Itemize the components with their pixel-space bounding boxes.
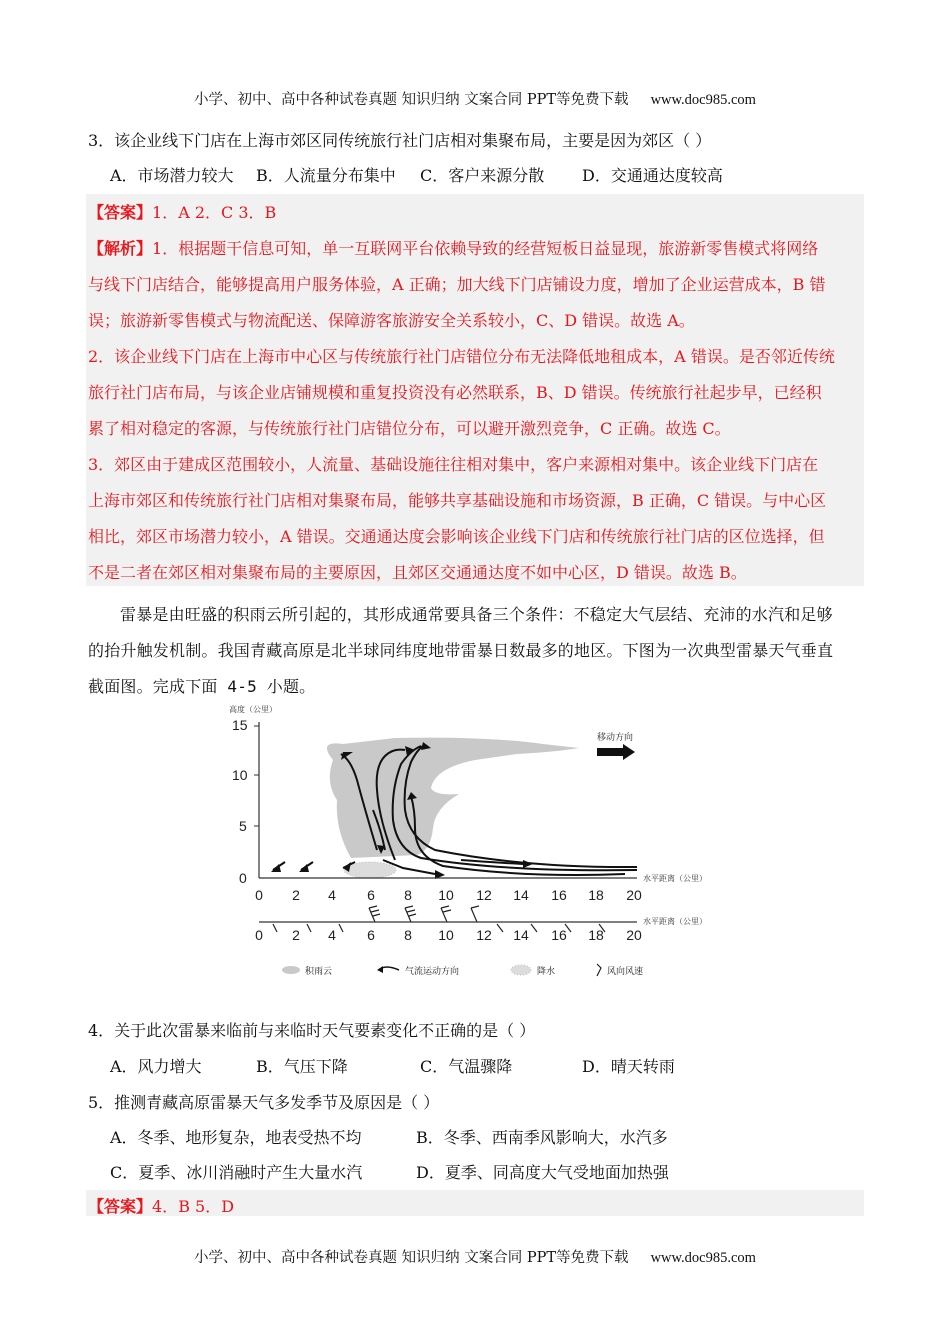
svg-text:16: 16 — [551, 927, 567, 943]
x-axis-label-upper: 水平距离（公里） — [643, 874, 707, 883]
svg-text:6: 6 — [367, 927, 375, 943]
q4-option-d: D．晴天转雨 — [582, 1057, 675, 1076]
header-url[interactable]: www.doc985.com — [650, 92, 756, 108]
answer-line-2 — [88, 1194, 234, 1217]
q4-option-a: A．风力增大 — [110, 1057, 202, 1076]
figure-legend — [282, 964, 643, 976]
cumulonimbus-cloud — [327, 738, 579, 858]
passage-line-1: 雷暴是由旺盛的积雨云所引起的，其形成通常要具备三个条件：不稳定大气层结、充沛的水汽和足够 — [120, 605, 833, 624]
answer-text-2: 4．B 5．D — [152, 1197, 235, 1216]
answer-text: 1．A 2．C 3．B — [152, 203, 277, 222]
thunderstorm-cross-section-figure — [225, 700, 707, 990]
svg-text:4: 4 — [328, 927, 336, 943]
x-ticks-upper — [255, 887, 642, 903]
q3-option-c: C．客户来源分散 — [420, 166, 545, 185]
movement-direction-label: 移动方向 — [597, 732, 634, 742]
legend-rain-label: 降水 — [537, 966, 556, 976]
svg-text:20: 20 — [626, 927, 642, 943]
q5-option-a: A．冬季、地形复杂，地表受热不均 — [110, 1128, 362, 1147]
q5-option-d: D．夏季、同高度大气受地面加热强 — [416, 1163, 669, 1182]
q3-option-d: D．交通通达度较高 — [582, 166, 723, 185]
legend-cloud-swatch — [282, 966, 300, 974]
q3-option-a: A．市场潜力较大 — [110, 166, 234, 185]
y-tick-0: 0 — [239, 870, 247, 886]
legend-wind-icon — [597, 964, 601, 976]
svg-text:16: 16 — [551, 887, 567, 903]
passage-line-2: 的抬升触发机制。我国青藏高原是北半球同纬度地带雷暴日数最多的地区。下图为一次典型雷暴天气垂直 — [88, 641, 834, 660]
svg-text:18: 18 — [588, 887, 604, 903]
answer-label: 【答案】 — [88, 203, 153, 222]
analysis-line-9: 相比，郊区市场潜力较小，A 错误。交通通达度会影响该企业线下门店和传统旅行社门店的区位选择，但 — [88, 527, 825, 546]
svg-text:14: 14 — [513, 887, 529, 903]
header-text: 小学、初中、高中各种试卷真题 知识归纳 文案合同 PPT等免费下载 — [194, 92, 629, 108]
analysis-line-2: 与线下门店结合，能够提高用户服务体验，A 正确；加大线下门店铺设力度，增加了企业运营成本，B 错 — [88, 275, 826, 294]
svg-text:4: 4 — [328, 887, 336, 903]
q5-stem: 5．推测青藏高原雷暴天气多发季节及原因是（ ） — [88, 1093, 440, 1112]
analysis-line-5: 旅行社门店布局，与该企业店铺规模和重复投资没有必然联系，B、D 错误。传统旅行社起步早，已经积 — [88, 383, 822, 402]
svg-text:10: 10 — [438, 887, 454, 903]
svg-text:18: 18 — [588, 927, 604, 943]
analysis-label: 【解析】 — [88, 239, 153, 258]
legend-rain-swatch — [511, 965, 531, 975]
svg-text:0: 0 — [255, 927, 263, 943]
svg-text:10: 10 — [438, 927, 454, 943]
answer-block-1 — [86, 194, 864, 586]
analysis-line-4: 2．该企业线下门店在上海市中心区与传统旅行社门店错位分布无法降低地租成本，A 错误。是否邻近传统 — [88, 347, 835, 366]
legend-airflow-label: 气流运动方向 — [405, 966, 460, 976]
svg-text:2: 2 — [292, 927, 300, 943]
footer-text: 小学、初中、高中各种试卷真题 知识归纳 文案合同 PPT等免费下载 — [194, 1250, 629, 1266]
y-tick-5: 5 — [239, 818, 247, 834]
q3-stem: 3．该企业线下门店在上海市郊区同传统旅行社门店相对集聚布局，主要是因为郊区（ ） — [88, 131, 712, 150]
movement-direction-arrow — [597, 744, 635, 760]
legend-wind-label: 风向风速 — [607, 966, 644, 976]
svg-text:8: 8 — [404, 927, 412, 943]
x-axis-label-lower: 水平距离（公里） — [643, 917, 707, 926]
page-header — [0, 88, 950, 109]
svg-text:12: 12 — [476, 927, 492, 943]
page-footer — [0, 1246, 950, 1267]
legend-cloud-label: 积雨云 — [305, 966, 333, 976]
passage — [88, 597, 864, 705]
svg-text:6: 6 — [367, 887, 375, 903]
answer-line — [88, 200, 276, 223]
svg-text:8: 8 — [404, 887, 412, 903]
svg-text:2: 2 — [292, 887, 300, 903]
q5-option-b: B．冬季、西南季风影响大，水汽多 — [416, 1128, 668, 1147]
svg-text:14: 14 — [513, 927, 529, 943]
q4-option-c: C．气温骤降 — [420, 1057, 513, 1076]
passage-line-3: 截面图。完成下面 4-5 小题。 — [88, 677, 316, 696]
y-tick-10: 10 — [232, 767, 248, 783]
footer-url[interactable]: www.doc985.com — [650, 1250, 756, 1266]
y-tick-15: 15 — [232, 717, 248, 733]
q4-option-b: B．气压下降 — [256, 1057, 348, 1076]
y-axis-label: 高度（公里） — [229, 705, 277, 714]
analysis-line-1: 【解析】1．根据题干信息可知，单一互联网平台依赖导致的经营短板日益显现，旅游新零售模式将网络 — [88, 239, 819, 258]
analysis-line-3: 误；旅游新零售模式与物流配送、保障游客旅游安全关系较小，C、D 错误。故选 A。 — [88, 311, 695, 330]
answer-block-2 — [86, 1190, 864, 1216]
svg-text:12: 12 — [476, 887, 492, 903]
q4-stem: 4．关于此次雷暴来临前与来临时天气要素变化不正确的是（ ） — [88, 1021, 536, 1040]
analysis-line-10: 不是二者在郊区相对集聚布局的主要原因，且郊区交通通达度不如中心区，D 错误。故选 B。 — [88, 563, 747, 582]
answer-label-2: 【答案】 — [88, 1197, 153, 1216]
analysis-line-7: 3．郊区由于建成区范围较小，人流量、基础设施往往相对集中，客户来源相对集中。该企业线下门店在 — [88, 455, 819, 474]
q5-option-c: C．夏季、冰川消融时产生大量水汽 — [110, 1163, 363, 1182]
svg-text:20: 20 — [626, 887, 642, 903]
q3-option-b: B．人流量分布集中 — [256, 166, 396, 185]
svg-text:0: 0 — [255, 887, 263, 903]
x-ticks-lower — [255, 927, 642, 943]
analysis-line-6: 累了相对稳定的客源，与传统旅行社门店错位分布，可以避开激烈竞争，C 正确。故选 C。 — [88, 419, 731, 438]
analysis-line-8: 上海市郊区和传统旅行社门店相对集聚布局，能够共享基础设施和市场资源，B 正确，C 错误。与中心区 — [88, 491, 827, 510]
